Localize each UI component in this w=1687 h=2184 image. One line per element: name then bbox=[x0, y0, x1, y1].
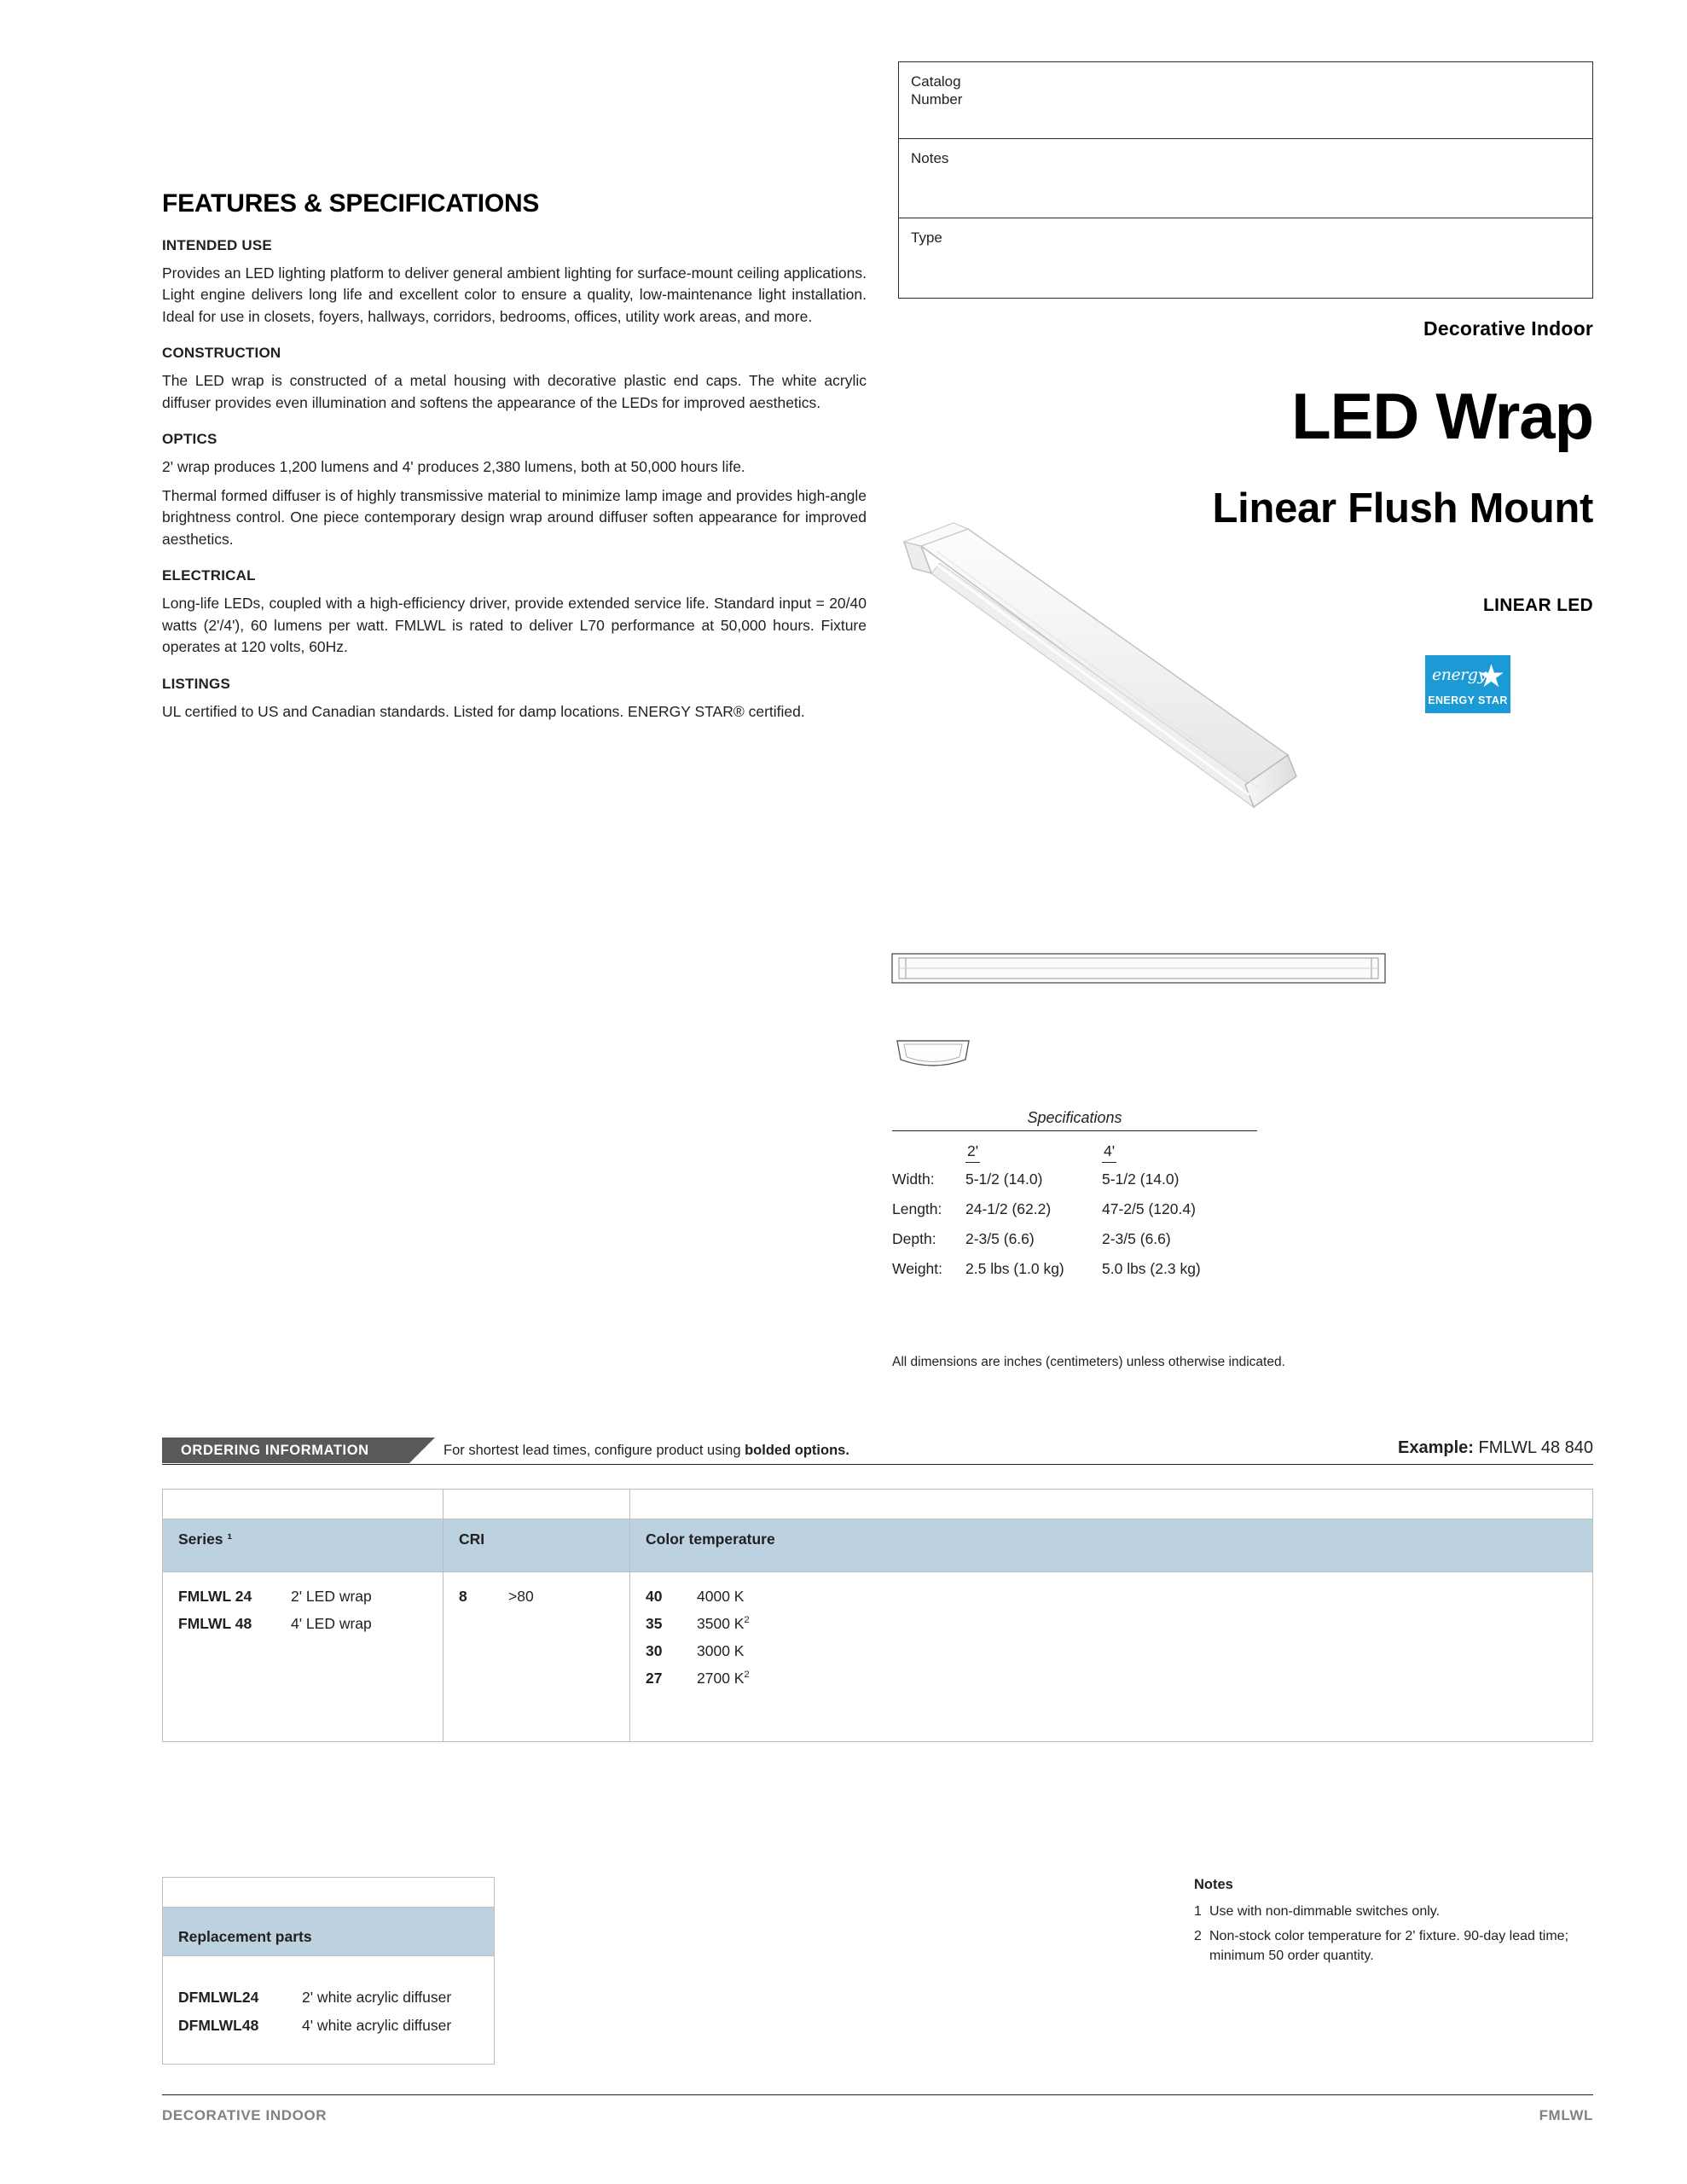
temp-footnote-35: 2 bbox=[744, 1615, 750, 1626]
table-header-row bbox=[163, 1519, 1593, 1572]
list-item[interactable] bbox=[646, 1588, 1592, 1606]
temp-desc-27: 2700 K bbox=[697, 1670, 745, 1687]
spec-header-2ft: 2' bbox=[965, 1136, 1102, 1165]
ordering-cell-color-temperature bbox=[630, 1572, 1593, 1742]
table-row-spacer bbox=[163, 1490, 1593, 1519]
product-illustration bbox=[887, 495, 1501, 845]
replacement-desc-dfmlwl24: 2' white acrylic diffuser bbox=[302, 1989, 452, 2006]
replacement-spacer-cell bbox=[163, 1878, 495, 1908]
spec-label-width: Width: bbox=[892, 1170, 935, 1188]
replacement-code-dfmlwl24: DFMLWL24 bbox=[178, 1989, 259, 2006]
list-item[interactable] bbox=[459, 1588, 629, 1606]
temp-code-27: 27 bbox=[646, 1670, 663, 1687]
series-desc-fmlwl24: 2' LED wrap bbox=[291, 1588, 372, 1605]
spec-depth-2ft: 2-3/5 (6.6) bbox=[965, 1230, 1035, 1247]
section-heading-listings: LISTINGS bbox=[162, 675, 230, 692]
temp-code-40: 40 bbox=[646, 1588, 663, 1605]
ordering-spacer-temp bbox=[630, 1490, 1593, 1519]
ordering-example bbox=[1398, 1438, 1593, 1458]
replacement-parts-header: Replacement parts bbox=[163, 1908, 495, 1956]
section-heading-optics: OPTICS bbox=[162, 431, 217, 448]
catalog-info-box bbox=[898, 61, 1593, 299]
replacement-parts-table bbox=[162, 1877, 495, 2065]
list-item[interactable] bbox=[178, 1615, 443, 1633]
table-header-row bbox=[892, 1136, 1257, 1165]
ordering-header-series: Series ¹ bbox=[163, 1519, 443, 1572]
ordering-example-value: FMLWL 48 840 bbox=[1478, 1438, 1593, 1457]
specifications-title: Specifications bbox=[1027, 1109, 1122, 1126]
ordering-cell-series bbox=[163, 1572, 443, 1742]
note-number-2: 2 bbox=[1194, 1929, 1202, 1944]
table-row-spacer bbox=[163, 1878, 495, 1908]
spec-header-blank bbox=[892, 1136, 965, 1165]
section-text-listings: UL certified to US and Canadian standards. Listed for damp locations. ENERGY STAR® certified. bbox=[162, 702, 805, 720]
notes-field[interactable] bbox=[899, 139, 1592, 218]
series-desc-fmlwl48: 4' LED wrap bbox=[291, 1615, 372, 1632]
list-item[interactable] bbox=[178, 1989, 494, 2007]
note-item-1 bbox=[1194, 1902, 1595, 1921]
temp-desc-40: 4000 K bbox=[697, 1588, 745, 1605]
series-code-fmlwl48: FMLWL 48 bbox=[178, 1615, 252, 1632]
specifications-rule bbox=[892, 1130, 1257, 1131]
section-text-intended-use: Provides an LED lighting platform to deliver general ambient lighting for surface-mount ceiling applications. Light engine delivers long life and excellent color to ensure a quality, low-maintenance light installation. Ideal for use in closets, foyers, hallways, corridors, bedrooms, offices, utility work areas, and more. bbox=[162, 264, 867, 325]
footer-product-code: FMLWL bbox=[1539, 2107, 1593, 2123]
type-field[interactable] bbox=[899, 218, 1592, 298]
temp-code-35: 35 bbox=[646, 1615, 663, 1632]
ordering-cell-cri bbox=[443, 1572, 630, 1742]
specifications-table bbox=[892, 1136, 1257, 1284]
product-family-label: LINEAR LED bbox=[1483, 595, 1593, 615]
footer-divider bbox=[162, 2094, 1593, 2095]
ordering-information-tab-label: ORDERING INFORMATION bbox=[181, 1443, 369, 1458]
spec-width-2ft: 5-1/2 (14.0) bbox=[965, 1170, 1043, 1188]
note-text-1: Use with non-dimmable switches only. bbox=[1209, 1903, 1441, 1919]
section-text-construction: The LED wrap is constructed of a metal housing with decorative plastic end caps. The white acrylic diffuser provides even illumination and softens the appearance of the LEDs for improved aesthetics. bbox=[162, 372, 867, 411]
replacement-parts-cell bbox=[163, 1956, 495, 2065]
section-text-electrical: Long-life LEDs, coupled with a high-efficiency driver, provide extended service life. Standard input = 20/40 watts (2'/4'), 60 lumens per watt. FMLWL is rated to deliver L70 performance at 50,000 hours. Fixture operates at 120 volts, 60Hz. bbox=[162, 595, 867, 656]
table-row bbox=[163, 1956, 495, 2065]
list-item[interactable] bbox=[646, 1642, 1592, 1660]
ordering-header-color-temperature: Color temperature bbox=[630, 1519, 1593, 1572]
note-number-1: 1 bbox=[1194, 1903, 1202, 1919]
table-row bbox=[892, 1194, 1257, 1224]
replacement-desc-dfmlwl48: 4' white acrylic diffuser bbox=[302, 2017, 452, 2034]
temp-desc-35: 3500 K bbox=[697, 1615, 745, 1632]
list-item[interactable] bbox=[646, 1615, 1592, 1633]
list-item[interactable] bbox=[646, 1670, 1592, 1687]
table-row bbox=[892, 1254, 1257, 1284]
section-heading-construction: CONSTRUCTION bbox=[162, 345, 281, 362]
dimension-drawings bbox=[887, 947, 1433, 1101]
notes-block bbox=[1194, 1875, 1595, 1971]
features-body bbox=[162, 235, 867, 729]
table-header-row bbox=[163, 1908, 495, 1956]
ordering-information-band bbox=[162, 1438, 1593, 1463]
table-row bbox=[892, 1165, 1257, 1194]
ordering-divider bbox=[162, 1464, 1593, 1465]
energy-star-script-text: energy bbox=[1432, 665, 1487, 684]
ordering-spacer-series bbox=[163, 1490, 443, 1519]
category-eyebrow: Decorative Indoor bbox=[1423, 317, 1593, 340]
spec-label-weight: Weight: bbox=[892, 1260, 943, 1277]
section-text-optics-2: Thermal formed diffuser is of highly transmissive material to minimize lamp image and provides high-angle brightness control. One piece contemporary design wrap around diffuser soften appearance for improved aesthetics. bbox=[162, 486, 867, 548]
ordering-information-tab bbox=[162, 1438, 409, 1463]
section-heading-electrical: ELECTRICAL bbox=[162, 567, 256, 584]
ordering-spacer-cri bbox=[443, 1490, 630, 1519]
spec-depth-4ft: 2-3/5 (6.6) bbox=[1102, 1230, 1171, 1247]
note-item-2 bbox=[1194, 1926, 1595, 1966]
energy-star-label: ENERGY STAR bbox=[1428, 694, 1508, 706]
catalog-number-label-line1: Catalog bbox=[911, 73, 961, 90]
list-item[interactable] bbox=[178, 1588, 443, 1606]
ordering-header-cri: CRI bbox=[443, 1519, 630, 1572]
ordering-note-prefix: For shortest lead times, configure product using bbox=[443, 1443, 745, 1458]
features-heading: FEATURES & SPECIFICATIONS bbox=[162, 189, 540, 218]
list-item[interactable] bbox=[178, 2017, 494, 2035]
spec-length-4ft: 47-2/5 (120.4) bbox=[1102, 1200, 1196, 1217]
table-row bbox=[892, 1224, 1257, 1254]
temp-desc-30: 3000 K bbox=[697, 1642, 745, 1659]
notes-title: Notes bbox=[1194, 1877, 1233, 1892]
note-text-2: Non-stock color temperature for 2' fixture. 90-day lead time; minimum 50 order quantity. bbox=[1209, 1929, 1569, 1964]
page-title: LED Wrap bbox=[1291, 380, 1593, 453]
spec-weight-2ft: 2.5 lbs (1.0 kg) bbox=[965, 1260, 1064, 1277]
catalog-number-field[interactable] bbox=[899, 62, 1592, 139]
ordering-example-label: Example: bbox=[1397, 1438, 1474, 1457]
footer-category: DECORATIVE INDOOR bbox=[162, 2107, 328, 2123]
type-label: Type bbox=[911, 229, 942, 246]
temp-code-30: 30 bbox=[646, 1642, 663, 1659]
replacement-code-dfmlwl48: DFMLWL48 bbox=[178, 2017, 259, 2034]
notes-label: Notes bbox=[911, 150, 949, 166]
spec-label-depth: Depth: bbox=[892, 1230, 936, 1247]
temp-footnote-27: 2 bbox=[744, 1670, 750, 1681]
spec-label-length: Length: bbox=[892, 1200, 942, 1217]
specifications-block bbox=[892, 1109, 1267, 1284]
cri-code-8: 8 bbox=[459, 1588, 467, 1605]
series-code-fmlwl24: FMLWL 24 bbox=[178, 1588, 252, 1605]
ordering-note bbox=[443, 1443, 849, 1459]
spec-length-2ft: 24-1/2 (62.2) bbox=[965, 1200, 1052, 1217]
ordering-table bbox=[162, 1489, 1593, 1742]
dimensions-footnote: All dimensions are inches (centimeters) unless otherwise indicated. bbox=[892, 1355, 1285, 1369]
table-row bbox=[163, 1572, 1593, 1742]
spec-header-4ft: 4' bbox=[1102, 1136, 1257, 1165]
cri-desc-8: >80 bbox=[508, 1588, 534, 1605]
catalog-number-label-line2: Number bbox=[911, 91, 963, 108]
star-icon: ★ bbox=[1476, 659, 1505, 694]
section-heading-intended-use: INTENDED USE bbox=[162, 237, 272, 253]
spec-width-4ft: 5-1/2 (14.0) bbox=[1102, 1170, 1180, 1188]
ordering-note-bold: bolded options. bbox=[745, 1443, 849, 1458]
spec-weight-4ft: 5.0 lbs (2.3 kg) bbox=[1102, 1260, 1201, 1277]
page-subtitle: Linear Flush Mount bbox=[1212, 485, 1593, 531]
section-text-optics-1: 2' wrap produces 1,200 lumens and 4' produces 2,380 lumens, both at 50,000 hours life. bbox=[162, 458, 745, 476]
